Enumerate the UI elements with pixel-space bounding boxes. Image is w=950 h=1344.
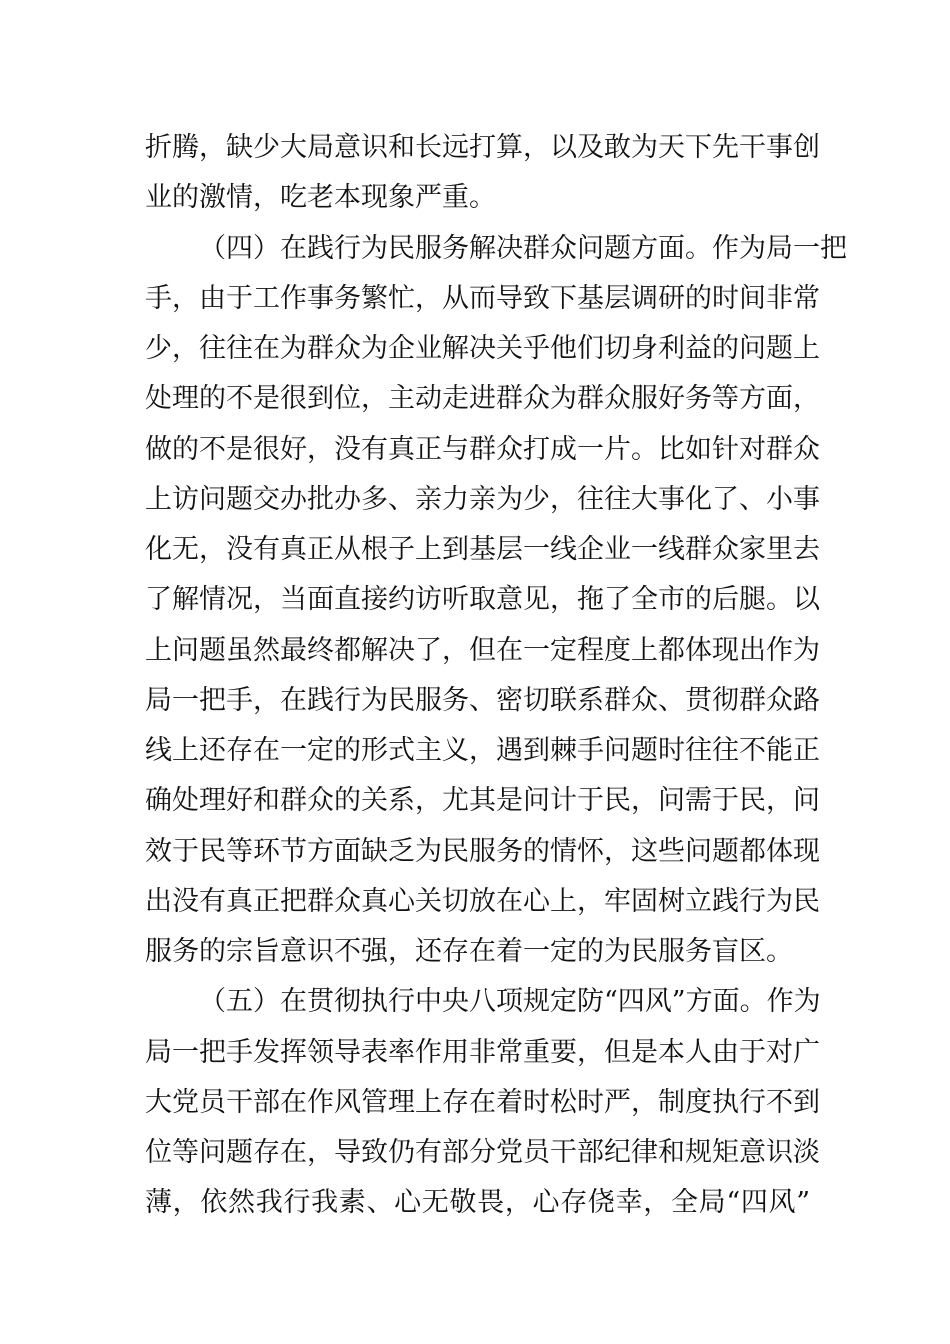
text-line: 确处理好和群众的关系，尤其是问计于民，问需于民，问 [145,785,820,817]
text-line: 大党员干部在作风管理上存在着时松时严，制度执行不到 [145,1086,820,1118]
text-line: 了解情况，当面直接约访听取意见，拖了全市的后腿。以 [145,584,820,616]
text-line: 位等问题存在，导致仍有部分党员干部纪律和规矩意识淡 [145,1137,820,1168]
text-line: 手，由于工作事务繁忙，从而导致下基层调研的时间非常 [145,282,820,314]
text-line: 上问题虽然最终都解决了，但在一定程度上都体现出作为 [145,634,820,666]
document-body [145,123,847,1229]
text-line: 业的激情，吃老本现象严重。 [145,182,496,214]
text-line: 效于民等环节方面缺乏为民服务的情怀，这些问题都体现 [145,835,820,867]
text-line: 做的不是很好，没有真正与群众打成一片。比如针对群众 [145,433,820,465]
text-line: 局一把手，在践行为民服务、密切联系群众、贯彻群众路 [145,684,820,716]
text-line: 折腾，缺少大局意识和长远打算，以及敢为天下先干事创 [145,132,820,163]
text-line: 线上还存在一定的形式主义，遇到棘手问题时往往不能正 [145,735,820,766]
text-line: 局一把手发挥领导表率作用非常重要，但是本人由于对广 [145,1036,820,1068]
text-line: 薄，依然我行我素、心无敬畏，心存侥幸，全局“四风” [145,1187,810,1219]
text-line: 服务的宗旨意识不强，还存在着一定的为民服务盲区。 [145,936,793,967]
text-line: 少，往往在为群众为企业解决关乎他们切身利益的问题上 [145,333,820,364]
section-heading-line: （五）在贯彻执行中央八项规定防“四风”方面。作为 [199,986,821,1018]
section-heading-line: （四）在践行为民服务解决群众问题方面。作为局一把 [199,232,847,264]
text-line: 出没有真正把群众真心关切放在心上，牢固树立践行为民 [145,885,820,917]
text-line: 处理的不是很到位，主动走进群众为群众服好务等方面， [145,383,820,415]
text-line: 上访问题交办批办多、亲力亲为少，往往大事化了、小事 [145,483,820,515]
text-line: 化无，没有真正从根子上到基层一线企业一线群众家里去 [145,534,820,565]
